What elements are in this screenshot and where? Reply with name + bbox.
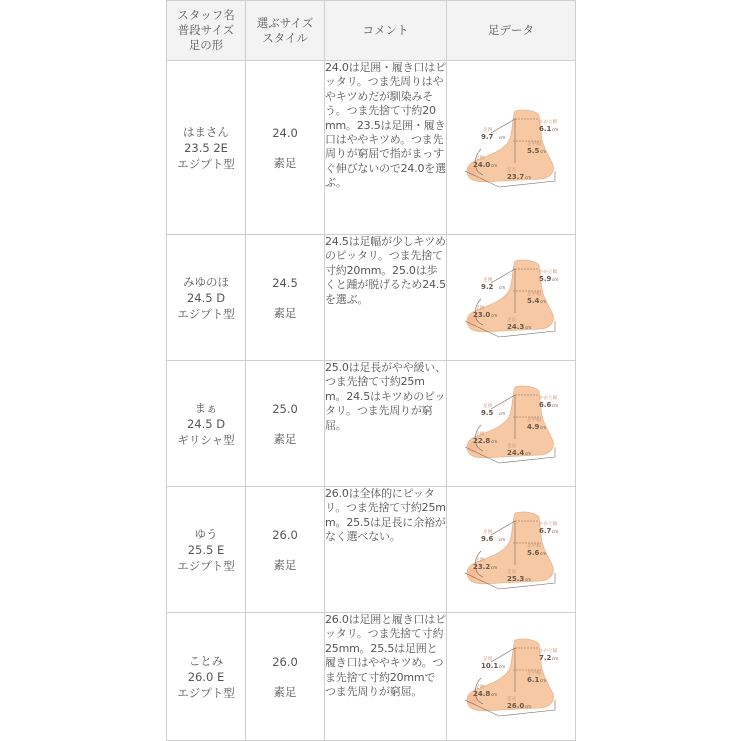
usual-size: 24.5 D xyxy=(186,290,226,305)
instep-label: 足囲 xyxy=(483,277,493,283)
length-unit: cm xyxy=(525,576,532,582)
length-value: 23.7 xyxy=(507,172,525,181)
staff-name: ことみ xyxy=(188,653,224,668)
instep-unit: cm xyxy=(499,284,506,290)
foot-illustration xyxy=(459,381,563,467)
length-label: 足長 xyxy=(507,696,517,702)
staff-name: まぁ xyxy=(194,400,218,415)
instep-label: 足囲 xyxy=(483,529,493,535)
girth-unit: cm xyxy=(491,162,498,168)
length-unit: cm xyxy=(525,324,532,330)
foot-shape: ギリシャ型 xyxy=(177,432,235,447)
header-staff: スタッフ名 普段サイズ 足の形 xyxy=(167,1,246,61)
ankle-label: かかと幅 xyxy=(539,119,558,125)
staff-cell xyxy=(167,361,246,487)
chosen-size: 24.5 xyxy=(272,275,298,290)
style-label: 素足 xyxy=(273,305,297,320)
instep-label: 足囲 xyxy=(483,127,493,133)
ankle-value: 5.9 xyxy=(539,274,552,283)
girth-unit: cm xyxy=(491,438,498,444)
table-row xyxy=(167,487,576,613)
style-label: 素足 xyxy=(273,684,297,699)
chosen-size: 26.0 xyxy=(272,654,298,669)
header-size: 選ぶサイズ スタイル xyxy=(246,1,325,61)
foot-shape: エジプト型 xyxy=(177,685,235,700)
girth-unit: cm xyxy=(491,312,498,318)
ankle-unit: cm xyxy=(552,126,559,132)
length-value: 24.4 xyxy=(507,448,525,457)
table-row xyxy=(167,61,576,235)
size-chart-table xyxy=(166,0,576,741)
girth-value: 24.0 xyxy=(473,160,491,169)
width-value: 6.1 xyxy=(527,675,540,684)
length-value: 24.3 xyxy=(507,322,525,331)
header-foot-data: 足データ xyxy=(447,1,576,61)
length-unit: cm xyxy=(525,703,532,709)
instep-label: 足囲 xyxy=(483,656,493,662)
style-label: 素足 xyxy=(273,155,297,170)
table-row xyxy=(167,361,576,487)
comment-cell: 24.0は足囲・履き口はピッタリ。つま先周りはややキツめだが馴染みそう。つま先捨て寸約20mm。23.5は足囲・履き口はややキツめ。つま先周りが窮屈で指がまっすぐ伸びないので24.0を選ぶ。 xyxy=(325,61,447,235)
ankle-unit: cm xyxy=(552,402,559,408)
foot-shape: エジプト型 xyxy=(177,558,235,573)
instep-value: 9.2 xyxy=(481,282,494,291)
length-unit: cm xyxy=(525,450,532,456)
ankle-label: かかと幅 xyxy=(539,521,558,527)
width-unit: cm xyxy=(540,550,547,556)
girth-unit: cm xyxy=(491,564,498,570)
ankle-unit: cm xyxy=(552,276,559,282)
instep-unit: cm xyxy=(499,663,506,669)
usual-size: 24.5 D xyxy=(186,416,226,431)
width-value: 5.5 xyxy=(527,146,540,155)
foot-data-cell xyxy=(447,61,576,235)
foot-illustration xyxy=(459,507,563,593)
width-label: 足甲幅 xyxy=(527,291,541,297)
table-row xyxy=(167,613,576,741)
chosen-size-cell xyxy=(246,235,325,361)
header-comment: コメント xyxy=(325,1,447,61)
girth-label: 足囲 xyxy=(475,557,485,563)
instep-value: 9.6 xyxy=(481,534,494,543)
foot-shape: エジプト型 xyxy=(177,156,235,171)
style-label: 素足 xyxy=(273,431,297,446)
instep-unit: cm xyxy=(499,134,506,140)
width-unit: cm xyxy=(540,677,547,683)
staff-cell xyxy=(167,235,246,361)
ankle-label: かかと幅 xyxy=(539,395,558,401)
chosen-size: 25.0 xyxy=(272,401,298,416)
girth-value: 23.2 xyxy=(473,562,491,571)
instep-value: 9.5 xyxy=(481,408,494,417)
chosen-size: 24.0 xyxy=(272,125,298,140)
header-row xyxy=(167,1,576,61)
chosen-size-cell xyxy=(246,487,325,613)
length-unit: cm xyxy=(525,174,532,180)
comment-cell: 24.5は足幅が少しキツめのピッタリ。つま先捨て寸約20mm。25.0は歩くと踵が脱げるため24.5を選ぶ。 xyxy=(325,235,447,361)
girth-value: 24.8 xyxy=(473,689,491,698)
foot-illustration xyxy=(459,255,563,341)
foot-illustration xyxy=(459,634,563,720)
length-value: 25.3 xyxy=(507,574,525,583)
staff-name: みゆのほ xyxy=(183,274,229,289)
length-label: 足長 xyxy=(507,569,517,575)
instep-label: 足囲 xyxy=(483,403,493,409)
ankle-value: 6.6 xyxy=(539,400,552,409)
width-unit: cm xyxy=(540,148,547,154)
comment-cell: 25.0は足長がやや緩い、つま先捨て寸約25mm。24.5はキツめのピッタリ。つま先周りが窮屈。 xyxy=(325,361,447,487)
ankle-label: かかと幅 xyxy=(539,648,558,654)
ankle-value: 6.1 xyxy=(539,124,552,133)
ankle-unit: cm xyxy=(552,528,559,534)
foot-illustration xyxy=(459,105,563,191)
instep-unit: cm xyxy=(499,410,506,416)
girth-label: 足囲 xyxy=(475,155,485,161)
chosen-size-cell xyxy=(246,61,325,235)
girth-unit: cm xyxy=(491,691,498,697)
width-label: 足甲幅 xyxy=(527,543,541,549)
instep-value: 9.7 xyxy=(481,132,494,141)
girth-label: 足囲 xyxy=(475,431,485,437)
ankle-label: かかと幅 xyxy=(539,269,558,275)
usual-size: 26.0 E xyxy=(187,669,225,684)
staff-cell xyxy=(167,487,246,613)
girth-value: 22.8 xyxy=(473,436,491,445)
comment-cell: 26.0は足囲と履き口はピッタリ。つま先捨て寸約25mm。25.5は足囲と履き口はややキツめ。つま先捨て寸約20mmでつま先周りが窮屈。 xyxy=(325,613,447,741)
chosen-size: 26.0 xyxy=(272,527,298,542)
foot-shape: エジプト型 xyxy=(177,306,235,321)
width-value: 5.6 xyxy=(527,548,540,557)
instep-value: 10.1 xyxy=(481,661,499,670)
ankle-value: 6.7 xyxy=(539,526,552,535)
foot-data-cell xyxy=(447,613,576,741)
girth-label: 足囲 xyxy=(475,684,485,690)
ankle-unit: cm xyxy=(552,655,559,661)
width-label: 足甲幅 xyxy=(527,417,541,423)
foot-data-cell xyxy=(447,235,576,361)
length-value: 26.0 xyxy=(507,701,525,710)
instep-unit: cm xyxy=(499,536,506,542)
width-label: 足甲幅 xyxy=(527,141,541,147)
length-label: 足長 xyxy=(507,317,517,323)
chosen-size-cell xyxy=(246,361,325,487)
width-unit: cm xyxy=(540,298,547,304)
style-label: 素足 xyxy=(273,557,297,572)
staff-cell xyxy=(167,613,246,741)
staff-cell xyxy=(167,61,246,235)
girth-label: 足囲 xyxy=(475,305,485,311)
chosen-size-cell xyxy=(246,613,325,741)
ankle-value: 7.2 xyxy=(539,653,552,662)
width-label: 足甲幅 xyxy=(527,670,541,676)
staff-name: はまさん xyxy=(183,124,229,139)
width-value: 4.9 xyxy=(527,422,540,431)
width-value: 5.4 xyxy=(527,296,540,305)
comment-cell: 26.0は全体的にピッタリ。つま先捨て寸約25mm。25.5は足長に余裕がなく選べない。 xyxy=(325,487,447,613)
usual-size: 25.5 E xyxy=(187,542,225,557)
foot-data-cell xyxy=(447,361,576,487)
length-label: 足長 xyxy=(507,167,517,173)
girth-value: 23.0 xyxy=(473,310,491,319)
usual-size: 23.5 2E xyxy=(184,140,228,155)
staff-name: ゆう xyxy=(194,526,218,541)
length-label: 足長 xyxy=(507,443,517,449)
foot-data-cell xyxy=(447,487,576,613)
table-row xyxy=(167,235,576,361)
width-unit: cm xyxy=(540,424,547,430)
